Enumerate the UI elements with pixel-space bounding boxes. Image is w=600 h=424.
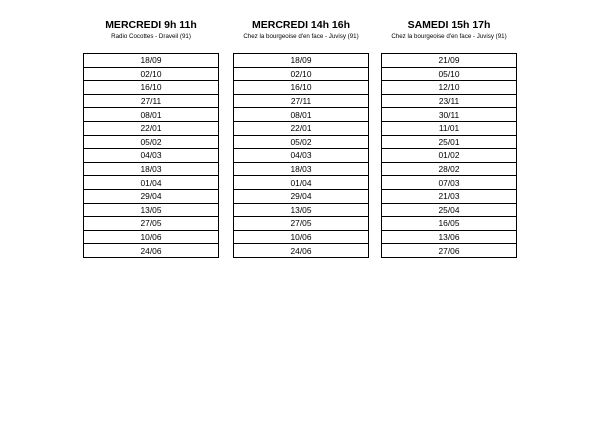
date-cell: 02/10 (234, 67, 369, 81)
schedule-column-saturday-afternoon (381, 19, 517, 256)
table-row (382, 189, 517, 203)
table-row (382, 149, 517, 163)
date-cell: 16/05 (382, 217, 517, 231)
date-cell: 27/11 (234, 94, 369, 108)
dates-table (233, 53, 369, 258)
table-row (234, 135, 369, 149)
table-row (382, 244, 517, 258)
table-row (382, 135, 517, 149)
date-cell: 10/06 (84, 230, 219, 244)
table-row (84, 54, 219, 68)
date-cell: 05/02 (234, 135, 369, 149)
schedule-column-wednesday-afternoon (233, 19, 369, 256)
date-cell: 04/03 (234, 149, 369, 163)
table-row (84, 217, 219, 231)
date-cell: 28/02 (382, 162, 517, 176)
date-cell: 04/03 (84, 149, 219, 163)
table-row (84, 189, 219, 203)
table-row (382, 176, 517, 190)
table-row (234, 176, 369, 190)
table-row (234, 67, 369, 81)
date-cell: 25/01 (382, 135, 517, 149)
table-row (84, 149, 219, 163)
column-subtitle: Radio Cocottes - Draveil (91) (111, 33, 191, 40)
date-cell: 16/10 (84, 81, 219, 95)
table-row (382, 67, 517, 81)
date-cell: 16/10 (234, 81, 369, 95)
table-row (234, 189, 369, 203)
date-cell: 02/10 (84, 67, 219, 81)
table-row (234, 203, 369, 217)
table-row (234, 94, 369, 108)
table-row (382, 162, 517, 176)
table-row (84, 94, 219, 108)
date-cell: 23/11 (382, 94, 517, 108)
date-cell: 29/04 (234, 189, 369, 203)
table-row (234, 81, 369, 95)
table-row (84, 203, 219, 217)
date-cell: 08/01 (234, 108, 369, 122)
date-cell: 05/10 (382, 67, 517, 81)
table-row (234, 54, 369, 68)
schedule-column-wednesday-morning (83, 19, 219, 256)
table-row (234, 162, 369, 176)
date-cell: 01/04 (234, 176, 369, 190)
date-cell: 10/06 (234, 230, 369, 244)
date-cell: 30/11 (382, 108, 517, 122)
table-row (234, 244, 369, 258)
column-title: MERCREDI 14h 16h (251, 19, 351, 31)
date-cell: 27/06 (382, 244, 517, 258)
date-cell: 27/05 (234, 217, 369, 231)
date-cell: 22/01 (84, 121, 219, 135)
date-cell: 27/05 (84, 217, 219, 231)
column-subtitle: Chez la bourgeoise d'en face - Juvisy (91) (243, 33, 359, 40)
table-row (84, 135, 219, 149)
date-cell: 01/02 (382, 149, 517, 163)
date-cell: 22/01 (234, 121, 369, 135)
date-cell: 25/04 (382, 203, 517, 217)
date-cell: 05/02 (84, 135, 219, 149)
table-row (382, 54, 517, 68)
date-cell: 24/06 (234, 244, 369, 258)
date-cell: 21/03 (382, 189, 517, 203)
date-cell: 08/01 (84, 108, 219, 122)
column-title: SAMEDI 15h 17h (407, 19, 491, 31)
table-row (382, 108, 517, 122)
table-row (382, 217, 517, 231)
date-cell: 27/11 (84, 94, 219, 108)
table-row (234, 121, 369, 135)
column-title: MERCREDI 9h 11h (105, 19, 197, 31)
date-cell: 18/09 (234, 54, 369, 68)
table-row (84, 162, 219, 176)
date-cell: 29/04 (84, 189, 219, 203)
date-cell: 11/01 (382, 121, 517, 135)
date-cell: 13/06 (382, 230, 517, 244)
table-row (382, 94, 517, 108)
date-cell: 21/09 (382, 54, 517, 68)
dates-table (381, 53, 517, 258)
date-cell: 12/10 (382, 81, 517, 95)
date-cell: 01/04 (84, 176, 219, 190)
table-row (84, 81, 219, 95)
table-row (84, 67, 219, 81)
table-row (382, 230, 517, 244)
date-cell: 18/03 (84, 162, 219, 176)
table-row (84, 121, 219, 135)
table-row (234, 108, 369, 122)
date-cell: 24/06 (84, 244, 219, 258)
table-row (382, 121, 517, 135)
dates-table (83, 53, 219, 258)
table-row (84, 244, 219, 258)
table-row (84, 176, 219, 190)
date-cell: 13/05 (234, 203, 369, 217)
table-row (234, 217, 369, 231)
table-row (84, 108, 219, 122)
column-subtitle: Chez la bourgeoise d'en face - Juvisy (91) (391, 33, 507, 40)
date-cell: 18/03 (234, 162, 369, 176)
table-row (382, 203, 517, 217)
date-cell: 18/09 (84, 54, 219, 68)
table-row (234, 149, 369, 163)
table-row (84, 230, 219, 244)
date-cell: 13/05 (84, 203, 219, 217)
date-cell: 07/03 (382, 176, 517, 190)
table-row (382, 81, 517, 95)
table-row (234, 230, 369, 244)
